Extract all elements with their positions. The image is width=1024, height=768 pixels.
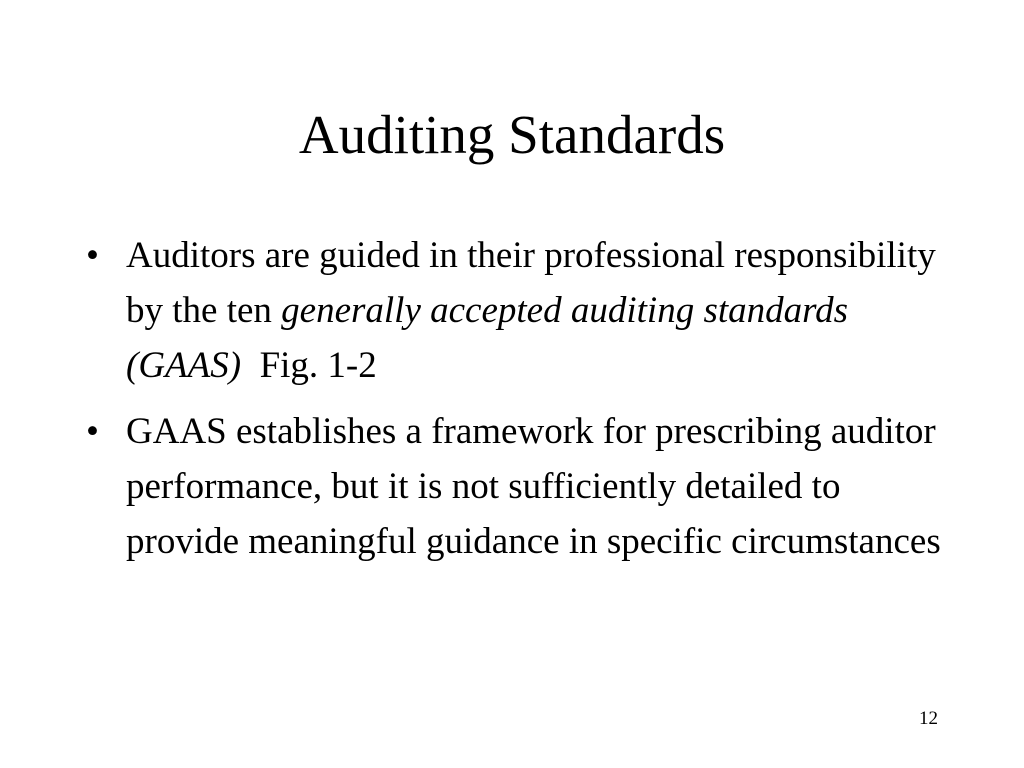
bullet-icon: •	[86, 411, 99, 452]
bullet-item	[86, 404, 946, 569]
bullet-item	[86, 228, 946, 393]
bullet-text: GAAS establishes a framework for prescribing auditor performance, but it is not sufficiently detailed to provide meaningful guidance in specific circumstances	[126, 411, 941, 562]
bullet-icon: •	[86, 235, 99, 276]
slide-title: Auditing Standards	[298, 104, 726, 165]
page-number: 12	[919, 708, 938, 729]
bullet-list	[86, 228, 946, 580]
figure-reference: Fig. 1-2	[241, 345, 377, 386]
bullet-text: Auditors are guided in their professional responsibility by the ten	[126, 235, 936, 331]
bullet-italic-term: generally accepted auditing standards (GAAS)	[126, 290, 849, 386]
